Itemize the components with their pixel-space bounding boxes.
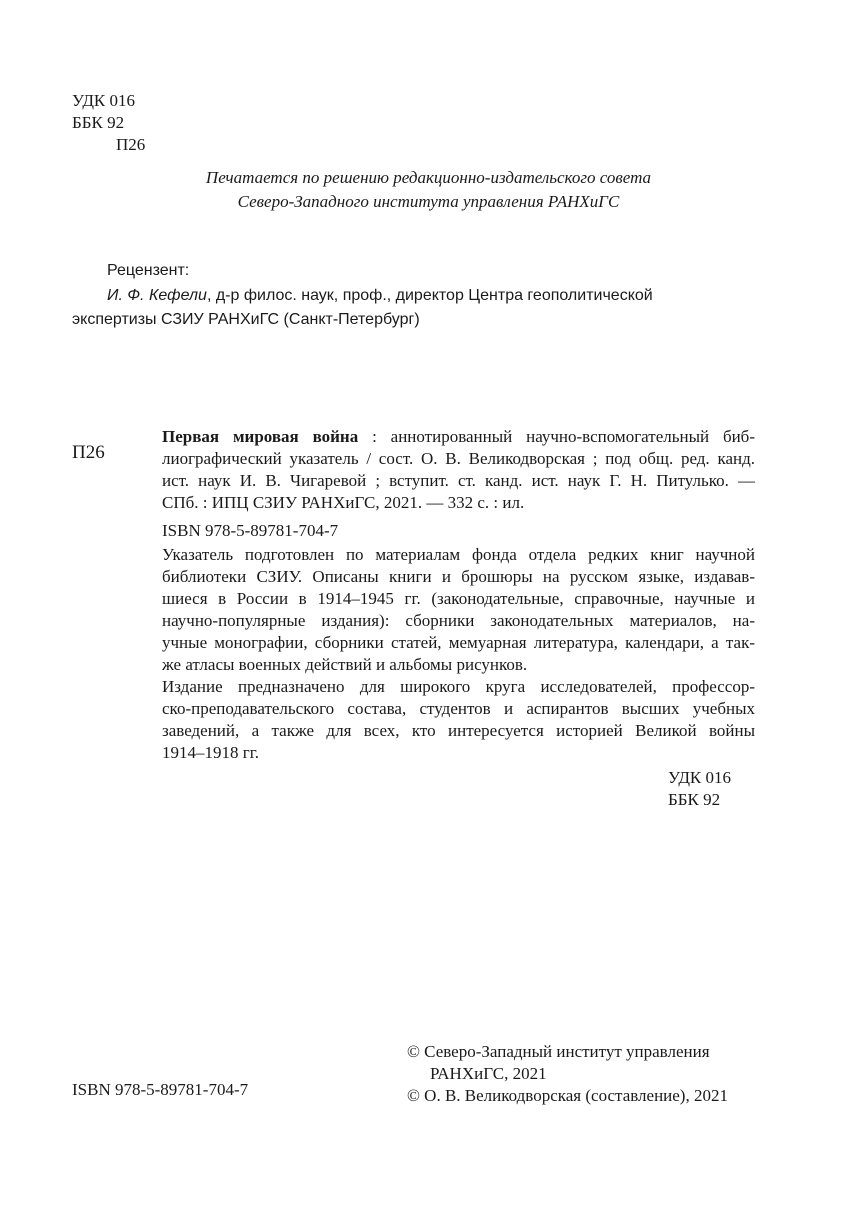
annotation2-line2: ско-преподавательского состава, студентов и аспирантов высших учебных (162, 699, 755, 718)
catalog-line3: ист. наук И. В. Чигаревой ; вступит. ст. канд. ист. наук Г. Н. Питулько. — (162, 471, 755, 490)
reviewer-line1 (107, 285, 753, 307)
catalog-line2: лиографический указатель / сост. О. В. Великодворская ; под общ. ред. канд. (162, 449, 755, 468)
catalog-udk: УДК 016 (668, 768, 732, 787)
catalog-line4: СПб. : ИПЦ СЗИУ РАНХиГС, 2021. — 332 с. : ил. (162, 493, 525, 512)
annotation1-line3: шиеся в России в 1914–1945 гг. (законодательные, справочные, научные и (162, 589, 755, 608)
udk-code-top: УДК 016 (72, 91, 136, 110)
reviewer-name: И. Ф. Кефели (107, 287, 207, 304)
publication-note-line1: Печатается по решению редакционно-издательского совета (205, 168, 652, 187)
annotation1-line2: библиотеки СЗИУ. Описаны книги и брошюры на русском языке, издавав- (162, 567, 755, 586)
catalog-line1-rest: : аннотированный научно-вспомогательный биб- (358, 427, 755, 446)
copyright-compiler: © О. В. Великодворская (составление), 2021 (407, 1086, 728, 1105)
reviewer-line2: экспертизы СЗИУ РАНХиГС (Санкт-Петербург) (72, 311, 420, 328)
copyright-institute-line2: РАНХиГС, 2021 (430, 1064, 547, 1083)
annotation1-line4: научно-популярные издания): сборники законодательных материалов, на- (162, 611, 755, 630)
annotation2-line3: заведений, а также для всех, кто интересуется историей Великой войны (162, 721, 755, 740)
catalog-title: Первая мировая война (162, 427, 359, 446)
reviewer-label: Рецензент: (107, 262, 190, 279)
catalog-isbn: ISBN 978-5-89781-704-7 (162, 521, 339, 540)
annotation1-line6: же атласы военных действий и альбомы рисунков. (162, 655, 528, 674)
reviewer-desc-line1: , д-р филос. наук, проф., директор Центра геополитической (206, 287, 653, 304)
annotation2-line4: 1914–1918 гг. (162, 743, 260, 762)
author-mark-top: П26 (116, 135, 146, 154)
catalog-author-mark: П26 (72, 442, 105, 463)
footer-isbn: ISBN 978-5-89781-704-7 (72, 1080, 249, 1099)
copyright-institute-line1: © Северо-Западный институт управления (407, 1042, 710, 1061)
catalog-bbk: ББК 92 (668, 790, 721, 809)
annotation1-line5: учные монографии, сборники статей, мемуарная литература, календари, а так- (162, 633, 755, 652)
annotation2-line1: Издание предназначено для широкого круга исследователей, профессор- (162, 677, 755, 696)
catalog-line1 (162, 426, 755, 448)
publication-note-line2: Северо-Западного института управления РАНХиГС (237, 192, 620, 211)
annotation1-line1: Указатель подготовлен по материалам фонда отдела редких книг научной (162, 545, 755, 564)
bbk-code-top: ББК 92 (72, 113, 125, 132)
